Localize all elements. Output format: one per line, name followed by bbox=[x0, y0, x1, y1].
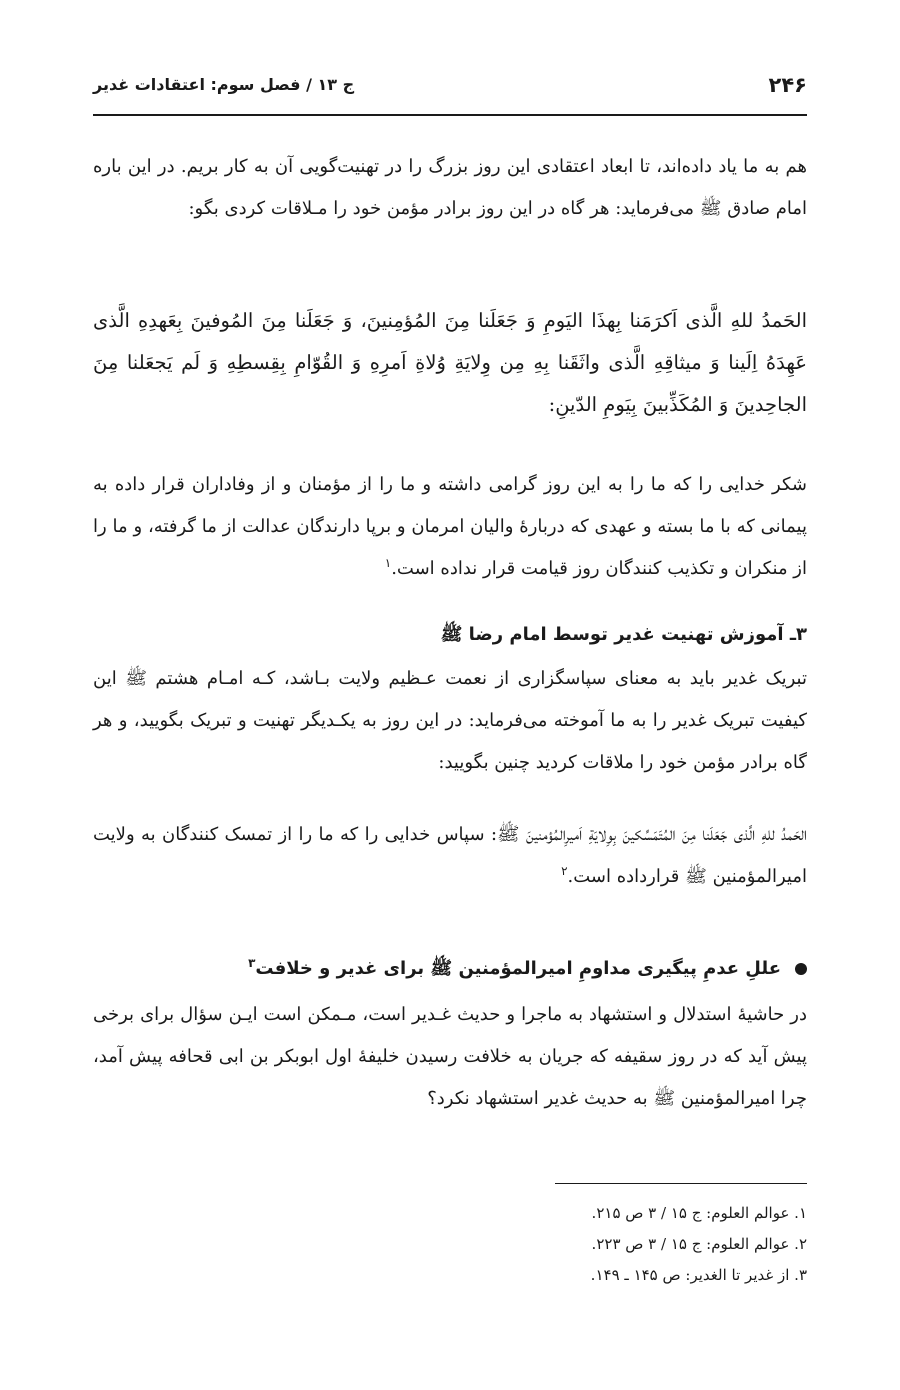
paragraph-4-persian: سپاس خدایی را که ما را از تمسک کنندگان به ولایت امیرالمؤمنین ﷺ قرارداده است. bbox=[93, 824, 807, 887]
page-number: ۲۴۶ bbox=[768, 73, 807, 97]
arabic-prayer-1-block bbox=[93, 300, 807, 426]
bullet-icon bbox=[795, 963, 807, 975]
section-heading-1: ۳ـ آموزش تهنیت غدیر توسط امام رضا ﷺ bbox=[440, 624, 807, 645]
footnote-rule bbox=[555, 1183, 807, 1184]
paragraph-2-text: شکر خدایی را که ما را به این روز گرامی داشته و ما را از مؤمنان و از وفاداران قرار داده به پیمانی که با ما بسته و عهدی که دربارهٔ والیان امرمان و برپا دارندگان عدالت از ما گرفته، و ما را از منکران و تکذیب کنندگان روز قیامت قرار نداده است. bbox=[93, 474, 808, 579]
page-header bbox=[93, 70, 807, 114]
paragraph-2-block bbox=[93, 464, 807, 590]
footnote-ref-2: ۲ bbox=[561, 864, 568, 878]
paragraph-2 bbox=[93, 464, 807, 590]
paragraph-4-arabic: الحَمدُ للهِ الَّذی جَعَلَنا مِنَ المُتَمَسِّکینَ بِوِلایَةِ اَمیرِالمُؤمنینَ ﷺ: bbox=[490, 824, 807, 845]
running-title: ج ۱۳ / فصل سوم: اعتقادات غدیر bbox=[93, 75, 355, 94]
footnote-2: ۲. عوالم العلوم: ج ۱۵ / ۳ ص ۲۲۳. bbox=[591, 1235, 807, 1253]
footnotes bbox=[93, 1198, 807, 1291]
paragraph-3: تبریک غدیر باید به معنای سپاسگزاری از نعمت عـظیم ولایت بـاشد، کـه امـام هشتم ﷺ این کیفیت تبریک غدیر را به ما آموخته می‌فرماید: در این روز به یکـدیگر تهنیت و تبریک بگویید، و هر گاه برادر مؤمن خود را ملاقات کردید چنین بگویید: bbox=[93, 668, 807, 773]
footnote-ref-3: ۳ bbox=[248, 956, 256, 970]
arabic-prayer-1: الحَمدُ للهِ الَّذی اَکرَمَنا بِهذَا الیَومِ وَ جَعَلَنا مِنَ المُؤمِنینَ، وَ جَعَلَنا مِنَ المُوفینَ بِعَهدِهِ الَّذی عَهِدَهُ اِلَینا وَ میثاقِهِ الَّذی واثَقَنا بِهِ مِن وِلایَةِ وُلاةِ اَمرِهِ وَ القُوّامِ بِقِسطِهِ وَ لَم یَجعَلنا مِنَ الجاحِدینَ وَ المُکَذِّبینَ بِیَومِ الدّینِ: bbox=[93, 309, 807, 416]
heading-1-block bbox=[93, 615, 807, 655]
paragraph-4-block bbox=[93, 814, 807, 898]
paragraph-1-block bbox=[93, 146, 807, 230]
paragraph-3-block bbox=[93, 658, 807, 784]
footnote-ref-1: ۱ bbox=[384, 556, 392, 570]
heading-2-block bbox=[93, 949, 807, 989]
footnote-3: ۳. از غدیر تا الغدیر: ص ۱۴۵ ـ ۱۴۹. bbox=[590, 1266, 807, 1284]
section-heading-2 bbox=[93, 949, 807, 989]
paragraph-1: هم به ما یاد داده‌اند، تا ابعاد اعتقادی این روز بزرگ را در تهنیت‌گویی آن به کار بریم. در این باره امام صادق ﷺ می‌فرماید: هر گاه در این روز برادر مؤمن خود را مـلاقات کردی بگو: bbox=[93, 156, 807, 219]
paragraph-4 bbox=[93, 814, 807, 898]
paragraph-5-block bbox=[93, 994, 807, 1120]
section-heading-2-text: عللِ عدمِ پیگیری مداومِ امیرالمؤمنین ﷺ برای غدیر و خلافت bbox=[255, 958, 781, 979]
header-rule bbox=[93, 114, 807, 116]
paragraph-5: در حاشیهٔ استدلال و استشهاد به ماجرا و حدیث غـدیر است، مـمکن است ایـن سؤال برای برخی پیش آید که در روز سقیفه که جریان به خلافت رسیدن خلیفهٔ اول ابوبکر بن ابی قحافه پیش آمد، چرا امیرالمؤمنین ﷺ به حدیث غدیر استشهاد نکرد؟ bbox=[93, 1004, 807, 1109]
footnote-1: ۱. عوالم العلوم: ج ۱۵ / ۳ ص ۲۱۵. bbox=[591, 1204, 807, 1222]
